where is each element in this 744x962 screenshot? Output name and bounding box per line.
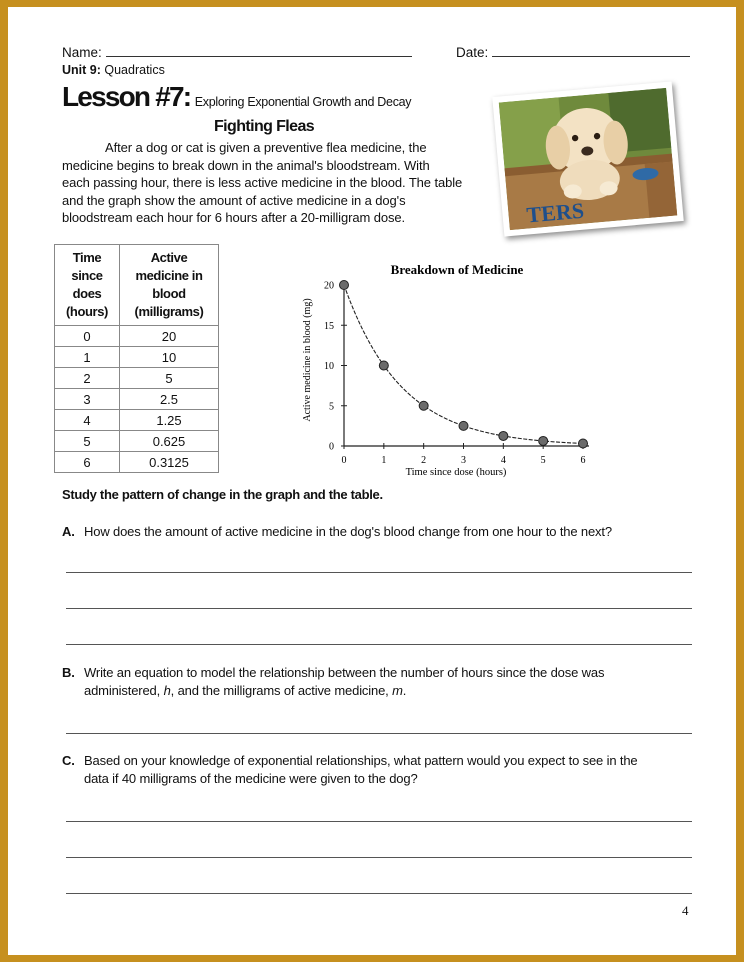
name-label: Name: (62, 45, 102, 60)
x-tick-label: 4 (500, 455, 506, 466)
answer-line[interactable] (66, 608, 692, 609)
answer-line[interactable] (66, 644, 692, 645)
date-label: Date: (456, 45, 489, 60)
y-tick-label: 15 (324, 320, 334, 332)
worksheet-page (8, 7, 736, 955)
study-instruction: Study the pattern of change in the graph and the table. (62, 487, 383, 502)
question-letter: B. (62, 665, 75, 680)
data-point (459, 421, 468, 430)
intro-line: After a dog or cat is given a preventive flea medicine, the (105, 140, 427, 155)
question-letter: A. (62, 524, 75, 539)
intro-line: and the graph show the amount of active medicine in a dog's (62, 192, 406, 208)
table-row: 5 0.625 (55, 431, 219, 452)
chart-title: Breakdown of Medicine (390, 262, 524, 277)
x-axis-label: Time since dose (hours) (405, 467, 507, 478)
question-c (62, 752, 637, 788)
question-letter: C. (62, 753, 75, 768)
x-tick-label: 6 (580, 455, 586, 466)
answer-line[interactable] (66, 572, 692, 573)
lesson-number: Lesson #7: (62, 81, 191, 112)
table-header-time: Time since does (hours) (55, 245, 120, 326)
y-tick-label: 10 (324, 361, 334, 372)
data-point (419, 401, 428, 410)
lesson-heading (62, 81, 411, 113)
crate-label: TERS (525, 197, 586, 228)
unit-line (62, 63, 165, 77)
variable-h: h (163, 683, 171, 698)
decay-chart (288, 247, 598, 482)
name-field (62, 44, 412, 60)
table-row: 1 10 (55, 347, 219, 368)
date-blank[interactable] (492, 44, 690, 57)
date-field (456, 44, 690, 60)
intro-paragraph (62, 139, 502, 227)
name-blank[interactable] (106, 44, 412, 57)
question-text: Write an equation to model the relationship between the number of hours since the dose was (84, 665, 605, 680)
table-row: 3 2.5 (55, 389, 219, 410)
table-row: 2 5 (55, 368, 219, 389)
y-tick-label: 5 (329, 401, 334, 413)
data-point (579, 439, 588, 448)
table-header-row (55, 245, 219, 326)
data-point (539, 436, 548, 445)
answer-line[interactable] (66, 893, 692, 894)
unit-label: Unit 9: (62, 63, 101, 77)
question-text: How does the amount of active medicine in the dog's blood change from one hour to the next? (84, 524, 612, 539)
unit-name: Quadratics (104, 63, 165, 77)
y-axis-label: Active medicine in blood (mg) (302, 298, 313, 422)
x-tick-label: 5 (540, 455, 546, 466)
x-tick-label: 2 (421, 455, 427, 466)
intro-line: each passing hour, there is less active medicine in the blood. The table (62, 175, 463, 190)
lesson-title: Fighting Fleas (214, 118, 315, 135)
x-tick-label: 1 (381, 455, 387, 466)
answer-line[interactable] (66, 821, 692, 822)
table-row: 0 20 (55, 326, 219, 347)
table-row: 6 0.3125 (55, 452, 219, 473)
puppy-photo (492, 81, 684, 236)
intro-line: bloodstream each hour for 6 hours after a 20-milligram dose. (62, 210, 406, 225)
question-text: Based on your knowledge of exponential relationships, what pattern would you expect to see in the (84, 753, 638, 768)
data-point (379, 361, 388, 370)
x-tick-label: 0 (341, 455, 347, 466)
variable-m: m (392, 683, 403, 698)
medicine-table (54, 244, 219, 473)
y-tick-label: 0 (329, 441, 334, 453)
question-text: data if 40 milligrams of the medicine were given to the dog? (84, 771, 418, 786)
answer-line[interactable] (66, 733, 692, 734)
x-tick-label: 3 (461, 455, 466, 466)
y-tick-label: 20 (324, 280, 334, 292)
question-a (62, 523, 612, 541)
table-header-medicine: Active medicine in blood (milligrams) (120, 245, 219, 326)
lesson-subtitle: Exploring Exponential Growth and Decay (194, 95, 412, 109)
table-row: 4 1.25 (55, 410, 219, 431)
question-b: B. Write an equation to model the relationship between the number of hours since the dose was administered, h, and the milligrams of active medicine, m. (62, 665, 605, 698)
data-point (499, 431, 508, 440)
intro-line: medicine begins to break down in the animal's bloodstream. With (62, 157, 430, 173)
page-number: 4 (682, 903, 689, 918)
answer-line[interactable] (66, 857, 692, 858)
data-point (340, 281, 349, 290)
